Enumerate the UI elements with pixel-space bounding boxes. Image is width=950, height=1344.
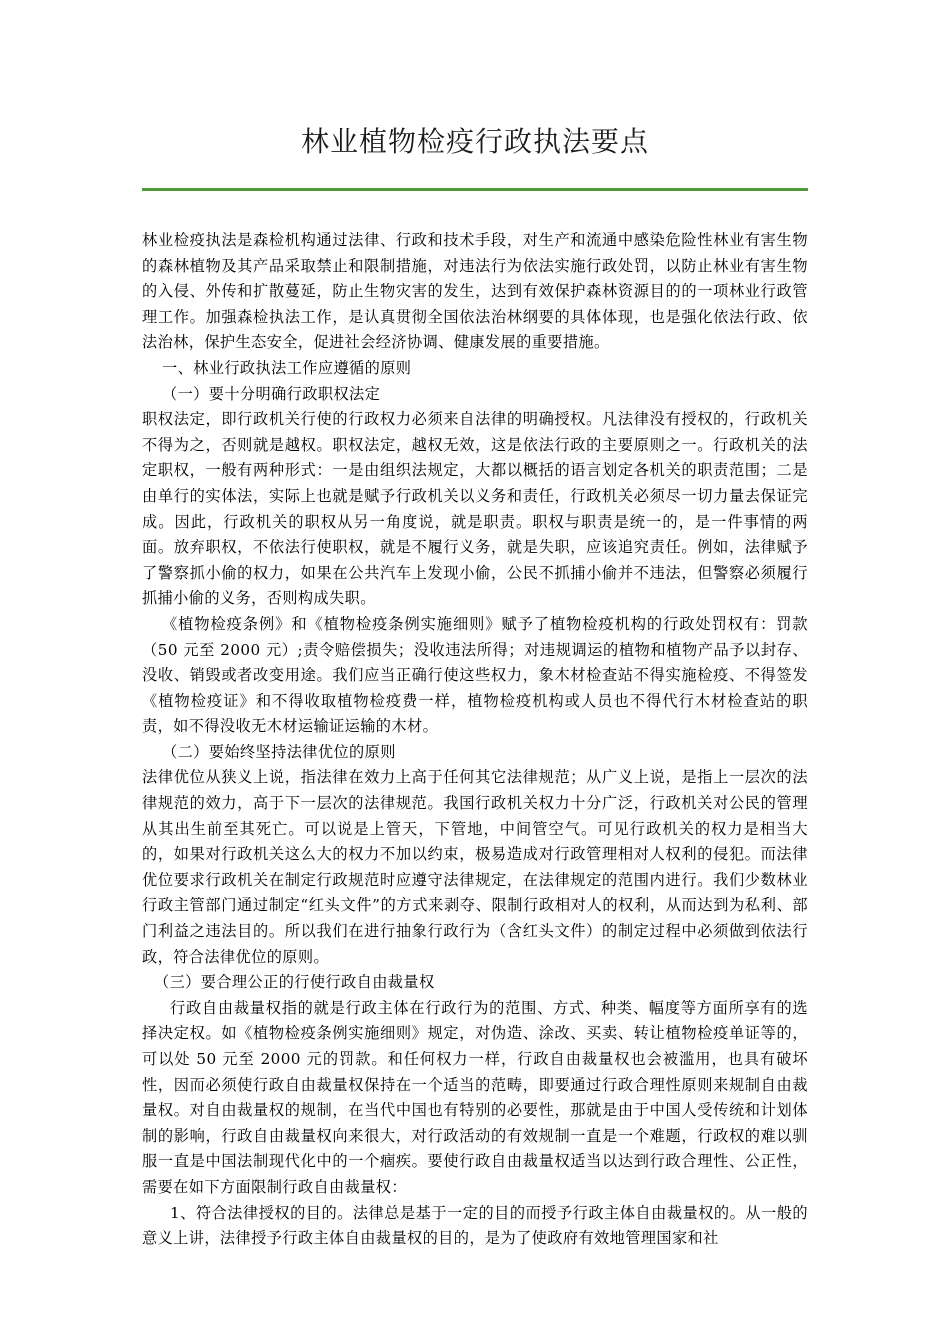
section-heading-principles: 一、林业行政执法工作应遵循的原则 [162,358,412,377]
paragraph-penalty-powers: 《植物检疫条例》和《植物检疫条例实施细则》赋予了植物检疫机构的行政处罚权有：罚款（50 元至 2000 元）;责令赔偿损失；没收违法所得；对违规调运的植物和植物产品予以封存、没收、销毁或者改变用途。我们应当正确行使这些权力，象木材检查站不得实施检疫、不得签发《植物检疫证》和不得收取植物检疫费一样，植物检疫机构或人员也不得代行木材检查站的职责，如不得没收无木材运输证运输的木材。 [142,614,808,736]
paragraph-discretion: 行政自由裁量权指的就是行政主体在行政行为的范围、方式、种类、幅度等方面所享有的选择决定权。如《植物检疫条例实施细则》规定，对伪造、涂改、买卖、转让植物检疫单证等的，可以处 50 元至 2000 元的罚款。和任何权力一样，行政自由裁量权也会被滥用，也具有破坏性，因而必须使行政自由裁量权保持在一个适当的范畴，即要通过行政合理性原则来规制自由裁量权。对自由裁量权的规制，在当代中国也有特别的必要性，那就是由于中国人受传统和计划体制的影响，行政自由裁量权向来很大，对行政活动的有效规制一直是一个难题，行政权的难以驯服一直是中国法制现代化中的一个痼疾。要使行政自由裁量权适当以达到行政合理性、公正性，需要在如下方面限制行政自由裁量权： [142,998,808,1196]
document-body [142,228,808,1252]
paragraph-item-1: 1、符合法律授权的目的。法律总是基于一定的目的而授予行政主体自由裁量权的。从一般的意义上讲，法律授予行政主体自由裁量权的目的，是为了使政府有效地管理国家和社 [142,1203,808,1248]
subsection-heading-2: （二）要始终坚持法律优位的原则 [162,742,396,761]
document-title: 林业植物检疫行政执法要点 [300,125,649,158]
paragraph-legal-priority: 法律优位从狭义上说，指法律在效力上高于任何其它法律规范；从广义上说，是指上一层次的法律规范的效力，高于下一层次的法律规范。我国行政机关权力十分广泛，行政机关对公民的管理从其出生前至其死亡。可以说是上管天，下管地，中间管空气。可见行政机关的权力是相当大的，如果对行政机关这么大的权力不加以约束，极易造成对行政管理相对人权利的侵犯。而法律优位要求行政机关在制定行政规范时应遵守法律规定，在法律规定的范围内进行。我们少数林业行政主管部门通过制定“红头文件”的方式来剥夺、限制行政相对人的权利，从而达到为私利、部门利益之违法目的。所以我们在进行抽象行政行为（含红头文件）的制定过程中必须做到依法行政，符合法律优位的原则。 [142,768,808,966]
paragraph-authority-by-law: 职权法定，即行政机关行使的行政权力必须来自法律的明确授权。凡法律没有授权的，行政机关不得为之，否则就是越权。职权法定，越权无效，这是依法行政的主要原则之一。行政机关的法定职权，一般有两种形式：一是由组织法规定，大都以概括的语言划定各机关的职责范围；二是由单行的实体法，实际上也就是赋予行政机关以义务和责任，行政机关必须尽一切力量去保证完成。因此，行政机关的职权从另一角度说，就是职责。职权与职责是统一的，是一件事情的两面。放弃职权，不依法行使职权，就是不履行义务，就是失职，应该追究责任。例如，法律赋予了警察抓小偷的权力，如果在公共汽车上发现小偷，公民不抓捕小偷并不违法，但警察必须履行抓捕小偷的义务，否则构成失职。 [142,410,808,608]
subsection-heading-3: （三）要合理公正的行使行政自由裁量权 [154,973,435,992]
subsection-heading-1: （一）要十分明确行政职权法定 [162,384,381,403]
title-divider [142,188,808,191]
intro-paragraph: 林业检疫执法是森检机构通过法律、行政和技术手段，对生产和流通中感染危险性林业有害生物的森林植物及其产品采取禁止和限制措施，对违法行为依法实施行政处罚，以防止林业有害生物的入侵、外传和扩散蔓延，防止生物灾害的发生，达到有效保护森林资源目的的一项林业行政管理工作。加强森检执法工作，是认真贯彻全国依法治林纲要的具体体现，也是强化依法行政、依法治林，保护生态安全，促进社会经济协调、健康发展的重要措施。 [142,231,808,352]
